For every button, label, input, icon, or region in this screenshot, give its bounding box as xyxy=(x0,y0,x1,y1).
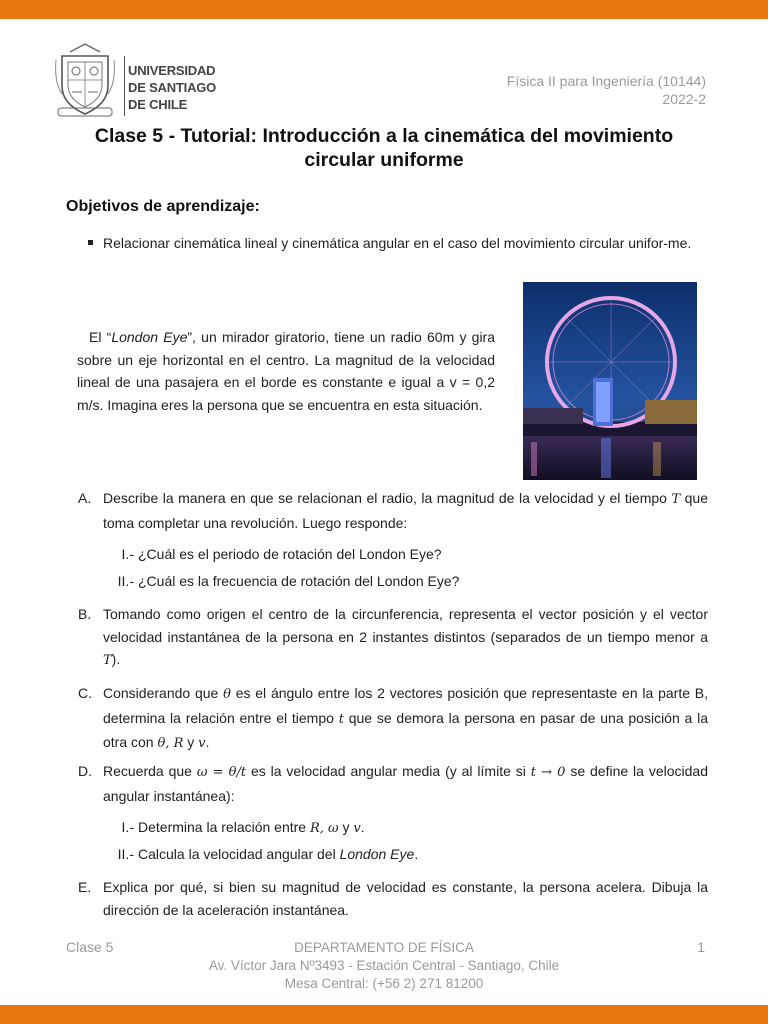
subquestion-label: I.- xyxy=(121,546,134,562)
text-run: . xyxy=(205,734,210,750)
london-eye-photo xyxy=(523,282,697,480)
page-title: Clase 5 - Tutorial: Introducción a la cinemática del movimiento circular uniforme xyxy=(94,125,674,171)
math-symbol: ω = θ/t xyxy=(196,765,247,780)
page-number: 1 xyxy=(697,939,705,955)
math-symbol: T xyxy=(671,492,681,507)
text-run: Recuerda que xyxy=(103,763,197,779)
bullet-square-icon xyxy=(88,240,93,245)
question-text xyxy=(103,760,708,807)
footer-department xyxy=(0,939,768,993)
university-logo xyxy=(52,42,222,120)
bottom-accent-bar xyxy=(0,1005,768,1024)
footer-class: Clase 5 xyxy=(66,939,114,955)
question-text xyxy=(103,487,708,534)
question-text xyxy=(103,603,708,673)
text-run: Determina la relación entre xyxy=(138,819,310,835)
math-symbol: R, ω xyxy=(309,821,339,836)
course-term: 2022-2 xyxy=(662,91,706,107)
intro-text: El “ xyxy=(89,329,112,345)
university-name xyxy=(128,62,216,113)
text-run: Calcula la velocidad angular del xyxy=(138,846,340,862)
text-run: . xyxy=(360,819,365,835)
footer-phone: Mesa Central: (+56 2) 271 81200 xyxy=(284,976,484,991)
objective-text: Relacionar cinemática lineal y cinemática angular en el caso del movimiento circular unifor-me. xyxy=(103,235,692,251)
footer-address: Av. Víctor Jara Nº3493 - Estación Central - Santiago, Chile xyxy=(208,958,560,973)
course-name: Física II para Ingeniería (10144) xyxy=(506,73,706,89)
university-name-line: UNIVERSIDAD xyxy=(128,63,216,78)
math-symbol: t xyxy=(338,711,344,727)
text-run: Tomando como origen el centro de la circunferencia, representa el vector posición y el vector velocidad instantánea de la persona en 2 instantes distintos (separados de un tiempo menor a xyxy=(103,606,708,645)
course-info xyxy=(507,72,706,108)
math-symbol: v xyxy=(353,821,361,836)
math-symbol: t → 0 xyxy=(530,765,566,780)
top-accent-bar xyxy=(0,0,768,19)
math-symbol: v xyxy=(198,736,206,751)
london-eye-image xyxy=(523,282,697,480)
math-symbol: θ, R xyxy=(157,736,184,751)
text-run: se define la velocidad angular instantánea): xyxy=(103,763,709,804)
university-name-line: DE SANTIAGO xyxy=(128,80,217,95)
subquestion-label: II.- xyxy=(117,573,134,589)
text-run: Considerando que xyxy=(103,685,224,701)
text-run: que se demora la persona en pasar de una posición a la otra con xyxy=(103,709,708,750)
text-run: y xyxy=(183,734,199,750)
subquestion-label: II.- xyxy=(117,846,134,862)
question-label: E. xyxy=(78,879,92,895)
university-crest-icon xyxy=(52,42,118,120)
question-label: C. xyxy=(78,685,92,701)
question-label: D. xyxy=(78,763,92,779)
subquestion-text xyxy=(138,844,698,864)
university-name-line: DE CHILE xyxy=(128,97,188,112)
math-symbol: T xyxy=(103,653,112,668)
question-label: A. xyxy=(78,490,92,506)
objectives-heading: Objetivos de aprendizaje: xyxy=(66,198,260,215)
footer-dept-name: DEPARTAMENTO DE FÍSICA xyxy=(294,940,474,955)
question-text xyxy=(103,682,708,756)
question-label: B. xyxy=(78,606,92,622)
text-run: es la velocidad angular media (y al límite si xyxy=(246,763,531,779)
intro-paragraph xyxy=(77,326,495,416)
intro-name: London Eye xyxy=(111,329,188,345)
subquestion-text xyxy=(138,817,698,839)
text-run: y xyxy=(338,819,354,835)
intro-text: ”, un mirador giratorio, tiene un radio 60m y gira sobre un eje horizontal en el centro. La magnitud de la velocidad lineal de una pasajera en el borde es constante e igual a v = 0,2 m/s. Imagina eres la persona que se encuentra en esta situación. xyxy=(77,329,496,413)
text-run: . xyxy=(414,846,419,862)
question-text: Explica por qué, si bien su magnitud de velocidad es constante, la persona acelera. Dibuja la dirección de la aceleración instantánea. xyxy=(103,879,708,918)
text-run: Describe la manera en que se relacionan el radio, la magnitud de la velocidad y el tiempo xyxy=(103,490,672,506)
subquestion-text: ¿Cuál es la frecuencia de rotación del London Eye? xyxy=(138,573,460,589)
text-run: ). xyxy=(111,651,121,667)
text-run: que toma completar una revolución. Luego responde: xyxy=(103,490,708,531)
text-run: es el ángulo entre los 2 vectores posición que representaste en la parte B, determina la relación entre el tiempo xyxy=(103,685,708,726)
emphasis-text: London Eye xyxy=(339,846,415,862)
logo-divider xyxy=(124,56,125,116)
subquestion-text: ¿Cuál es el periodo de rotación del London Eye? xyxy=(138,546,442,562)
math-symbol: θ xyxy=(223,687,231,702)
subquestion-label: I.- xyxy=(121,819,134,835)
